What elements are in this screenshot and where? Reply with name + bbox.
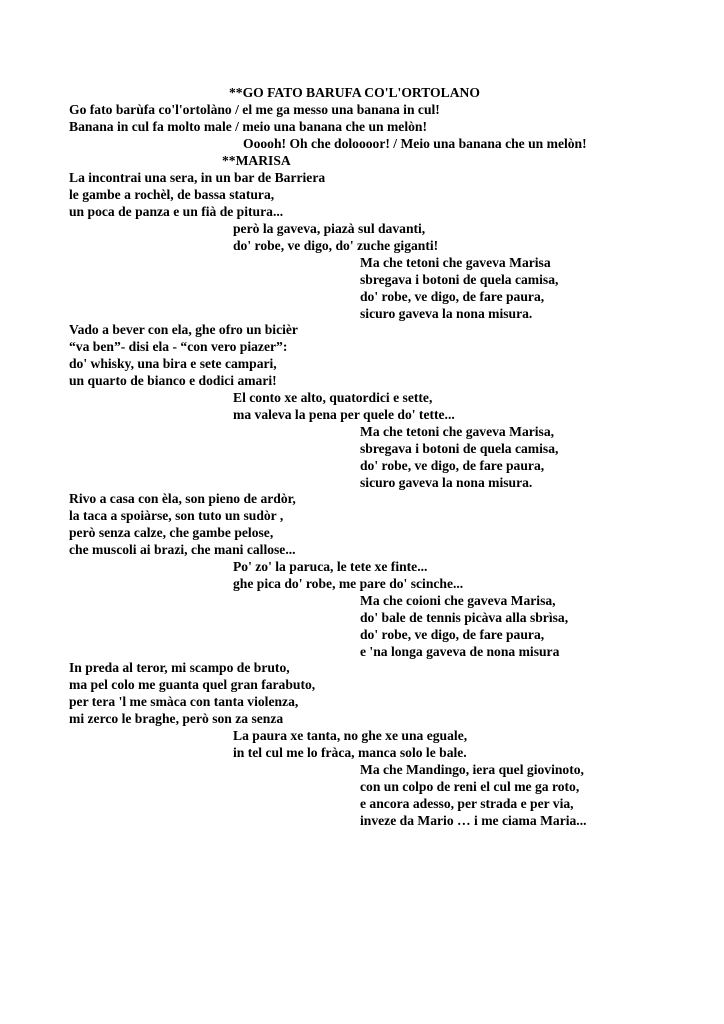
verse-line: ma pel colo me guanta quel gran farabuto, [69, 677, 316, 692]
verse-line: le gambe a rochèl, de bassa statura, [69, 187, 275, 202]
song-title: **GO FATO BARUFA CO'L'ORTOLANO [229, 85, 480, 100]
chorus-line: sbregava i botoni de quela camisa, [360, 272, 559, 287]
verse-line: “va ben”- disi ela - “con vero piazer”: [69, 339, 288, 354]
chorus-line: inveze da Mario … i me ciama Maria... [360, 813, 587, 828]
chorus-line: e 'na longa gaveva de nona misura [360, 644, 560, 659]
verse-line: Ooooh! Oh che doloooor! / Meio una banana che un melòn! [243, 136, 587, 151]
verse-line: Po' zo' la paruca, le tete xe finte... [233, 559, 428, 574]
verse-line: Rivo a casa con èla, son pieno de ardòr, [69, 491, 296, 506]
chorus-line: Ma che tetoni che gaveva Marisa [360, 255, 551, 270]
verse-line: In preda al teror, mi scampo de bruto, [69, 660, 290, 675]
chorus-line: do' robe, ve digo, de fare paura, [360, 627, 545, 642]
chorus-line: do' robe, ve digo, de fare paura, [360, 289, 545, 304]
chorus-line: sicuro gaveva la nona misura. [360, 475, 533, 490]
chorus-line: e ancora adesso, per strada e per via, [360, 796, 574, 811]
verse-line: la taca a spoiàrse, son tuto un sudòr , [69, 508, 284, 523]
verse-line: La incontrai una sera, in un bar de Barriera [69, 170, 326, 185]
song-title: **MARISA [222, 153, 291, 168]
verse-line: ghe pica do' robe, me pare do' scinche... [233, 576, 464, 591]
verse-line: però la gaveva, piazà sul davanti, [233, 221, 426, 236]
verse-line: un poca de panza e un fià de pitura... [69, 204, 284, 219]
chorus-line: Ma che tetoni che gaveva Marisa, [360, 424, 555, 439]
chorus-line: Ma che Mandingo, iera quel giovinoto, [360, 762, 584, 777]
verse-line: do' robe, ve digo, do' zuche giganti! [233, 238, 439, 253]
verse-line: Vado a bever con ela, ghe ofro un bicièr [69, 322, 298, 337]
chorus-line: Ma che coioni che gaveva Marisa, [360, 593, 556, 608]
verse-line: Banana in cul fa molto male / meio una banana che un melòn! [69, 119, 428, 134]
verse-line: per tera 'l me smàca con tanta violenza, [69, 694, 299, 709]
verse-line: in tel cul me lo fràca, manca solo le bale. [233, 745, 467, 760]
verse-line: mi zerco le braghe, però son za senza [69, 711, 284, 726]
verse-line: ma valeva la pena per quele do' tette... [233, 407, 455, 422]
chorus-line: do' robe, ve digo, de fare paura, [360, 458, 545, 473]
verse-line: però senza calze, che gambe pelose, [69, 525, 274, 540]
verse-line: do' whisky, una bira e sete campari, [69, 356, 277, 371]
chorus-line: do' bale de tennis picàva alla sbrìsa, [360, 610, 569, 625]
verse-line: El conto xe alto, quatordici e sette, [233, 390, 433, 405]
chorus-line: con un colpo de reni el cul me ga roto, [360, 779, 580, 794]
verse-line: un quarto de bianco e dodici amari! [69, 373, 277, 388]
chorus-line: sbregava i botoni de quela camisa, [360, 441, 559, 456]
verse-line: La paura xe tanta, no ghe xe una eguale, [233, 728, 468, 743]
chorus-line: sicuro gaveva la nona misura. [360, 306, 533, 321]
verse-line: Go fato barùfa co'l'ortolàno / el me ga messo una banana in cul! [69, 102, 440, 117]
verse-line: che muscoli ai brazi, che mani callose... [69, 542, 296, 557]
